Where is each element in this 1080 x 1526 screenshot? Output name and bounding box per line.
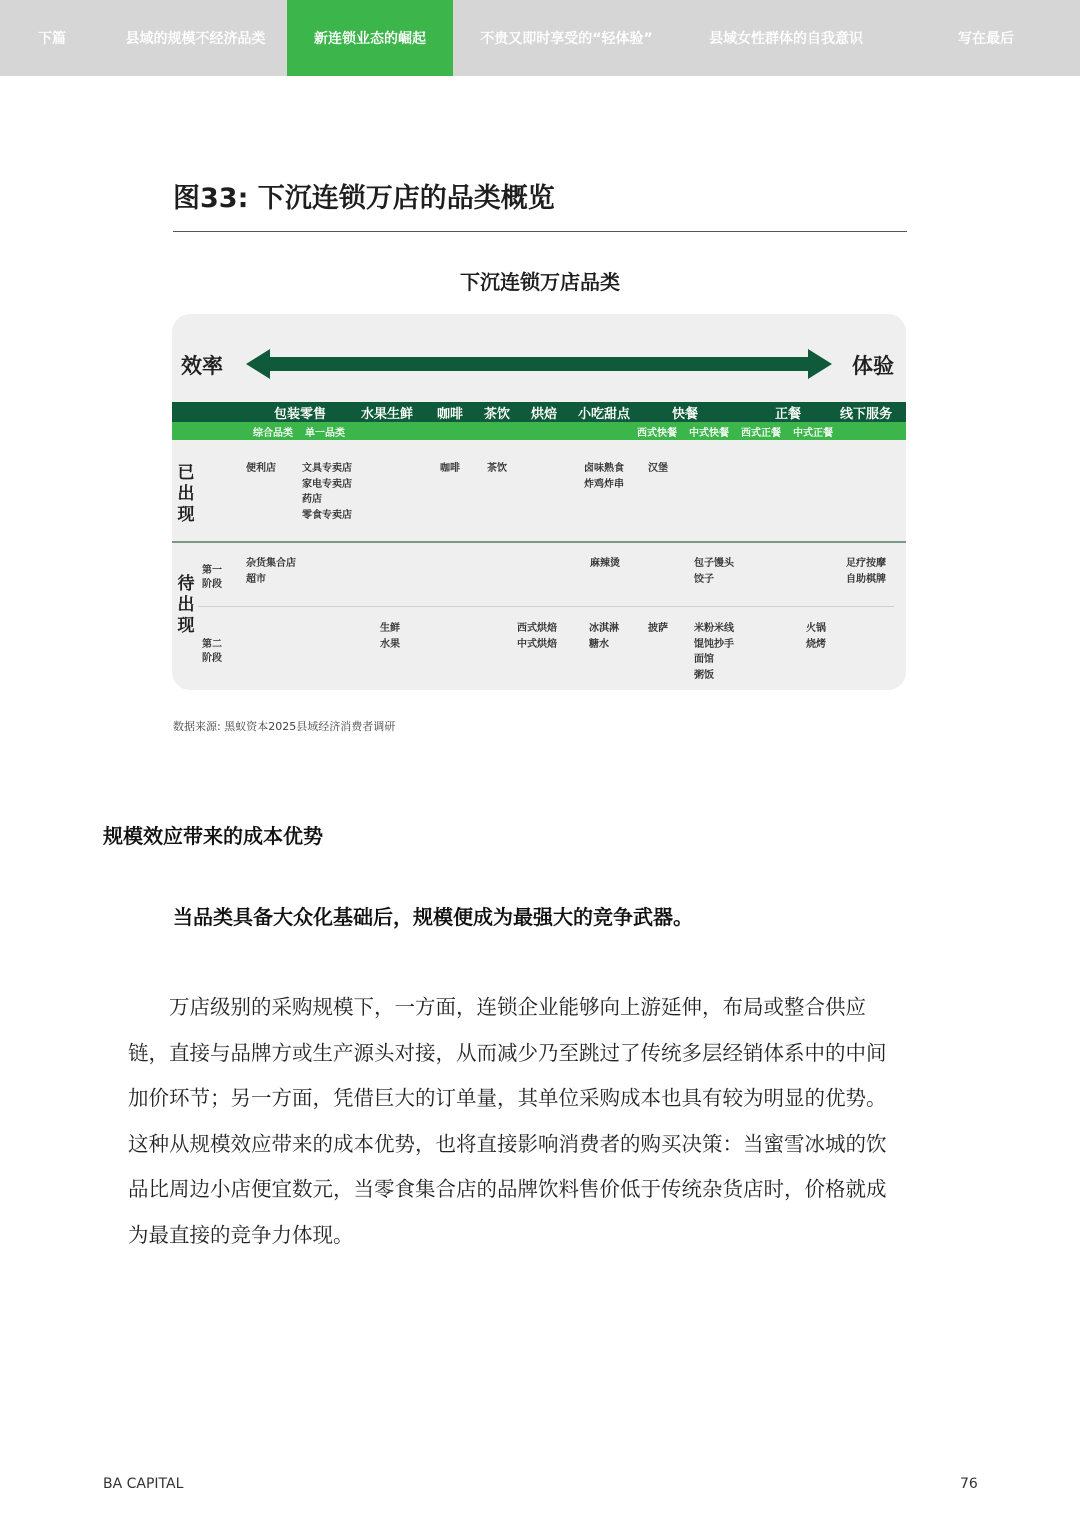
tab-part-two[interactable]: 下篇 xyxy=(38,31,66,47)
paragraph-line: 为最直接的竞争力体现。 xyxy=(128,1223,354,1247)
cell-list: 米粉米线 馄饨抄手 面馆 粥饭 xyxy=(694,623,734,681)
section-pending: 待出现 xyxy=(177,574,195,636)
top-nav xyxy=(0,0,1080,76)
category-fruit-fresh: 水果生鲜 xyxy=(361,407,414,422)
cell-list: 西式烘焙 中式烘焙 xyxy=(517,623,557,650)
lead-sentence: 当品类具备大众化基础后，规模便成为最强大的竞争武器。 xyxy=(173,905,693,929)
sub-western-fast: 西式快餐 xyxy=(637,428,677,439)
cell-list: 茶饮 xyxy=(487,463,507,474)
figure-title: 图33: 下沉连锁万店的品类概览 xyxy=(173,183,555,214)
category-packaged-retail: 包装零售 xyxy=(274,407,327,422)
data-source-note: 数据来源: 黑蚁资本2025县域经济消费者调研 xyxy=(173,720,396,733)
cell-list: 火锅 烧烤 xyxy=(806,623,826,650)
footer-brand: BA CAPITAL xyxy=(103,1476,184,1492)
cell-list: 披萨 xyxy=(648,623,668,634)
sub-integrated: 综合品类 xyxy=(253,428,293,439)
cell-list: 生鲜 水果 xyxy=(380,623,400,650)
cell-list: 汉堡 xyxy=(648,463,668,474)
paragraph-line: 加价环节；另一方面，凭借巨大的订单量，其单位采购成本也具有较为明显的优势。 xyxy=(128,1086,887,1110)
sub-chinese-fast: 中式快餐 xyxy=(689,428,729,439)
efficiency-experience-arrow xyxy=(246,348,832,380)
category-snack-dessert: 小吃甜点 xyxy=(578,407,631,422)
tab-scale-diseconomy[interactable]: 县域的规模不经济品类 xyxy=(125,31,266,47)
cell-list: 便利店 xyxy=(246,463,276,474)
cell-list: 麻辣烫 xyxy=(590,558,620,569)
category-fast-food: 快餐 xyxy=(672,407,699,422)
stage-two-label: 第二阶段 xyxy=(202,639,222,664)
cell-list: 杂货集合店 超市 xyxy=(246,558,296,585)
cell-list: 文具专卖店 家电专卖店 药店 零食专卖店 xyxy=(302,463,352,521)
paragraph-line: 品比周边小店便宜数元，当零食集合店的品牌饮料售价低于传统杂货店时，价格就成 xyxy=(128,1177,887,1201)
section-heading: 规模效应带来的成本优势 xyxy=(103,824,323,848)
category-bakery: 烘焙 xyxy=(531,407,558,422)
tab-new-chain-rise[interactable]: 新连锁业态的崛起 xyxy=(287,0,453,76)
paragraph-line: 链，直接与品牌方或生产源头对接，从而减少乃至跳过了传统多层经销体系中的中间 xyxy=(128,1041,887,1065)
cell-list: 包子馒头 饺子 xyxy=(694,558,734,585)
cell-list: 卤味熟食 炸鸡炸串 xyxy=(584,463,624,490)
chart-title: 下沉连锁万店品类 xyxy=(460,270,620,294)
category-tea: 茶饮 xyxy=(484,407,511,422)
stage-divider xyxy=(198,606,894,607)
category-offline-service: 线下服务 xyxy=(840,407,893,422)
cell-list: 冰淇淋 糖水 xyxy=(589,623,619,650)
axis-left-label: 效率 xyxy=(181,354,223,378)
sub-chinese-dinner: 中式正餐 xyxy=(793,428,833,439)
paragraph-line: 万店级别的采购规模下，一方面，连锁企业能够向上游延伸，布局或整合供应 xyxy=(128,995,866,1019)
category-coffee: 咖啡 xyxy=(437,407,464,422)
paragraph-line: 这种从规模效应带来的成本优势，也将直接影响消费者的购买决策：当蜜雪冰城的饮 xyxy=(128,1132,887,1156)
tab-light-experience[interactable]: 不贵又即时享受的“轻体验” xyxy=(480,31,653,47)
cell-list: 咖啡 xyxy=(440,463,460,474)
sub-single: 单一品类 xyxy=(305,428,345,439)
sub-western-dinner: 西式正餐 xyxy=(741,428,781,439)
figure-divider xyxy=(173,231,907,232)
page-number: 76 xyxy=(960,1476,978,1492)
existing-pending-divider xyxy=(172,541,906,543)
stage-one-label: 第一阶段 xyxy=(202,565,222,590)
cell-list: 足疗按摩 自助棋牌 xyxy=(846,558,886,585)
category-dinner: 正餐 xyxy=(775,407,802,422)
tab-afterword[interactable]: 写在最后 xyxy=(958,31,1014,47)
section-existing: 已出现 xyxy=(177,463,195,525)
tab-female-awareness[interactable]: 县域女性群体的自我意识 xyxy=(709,31,863,47)
axis-right-label: 体验 xyxy=(852,354,894,378)
